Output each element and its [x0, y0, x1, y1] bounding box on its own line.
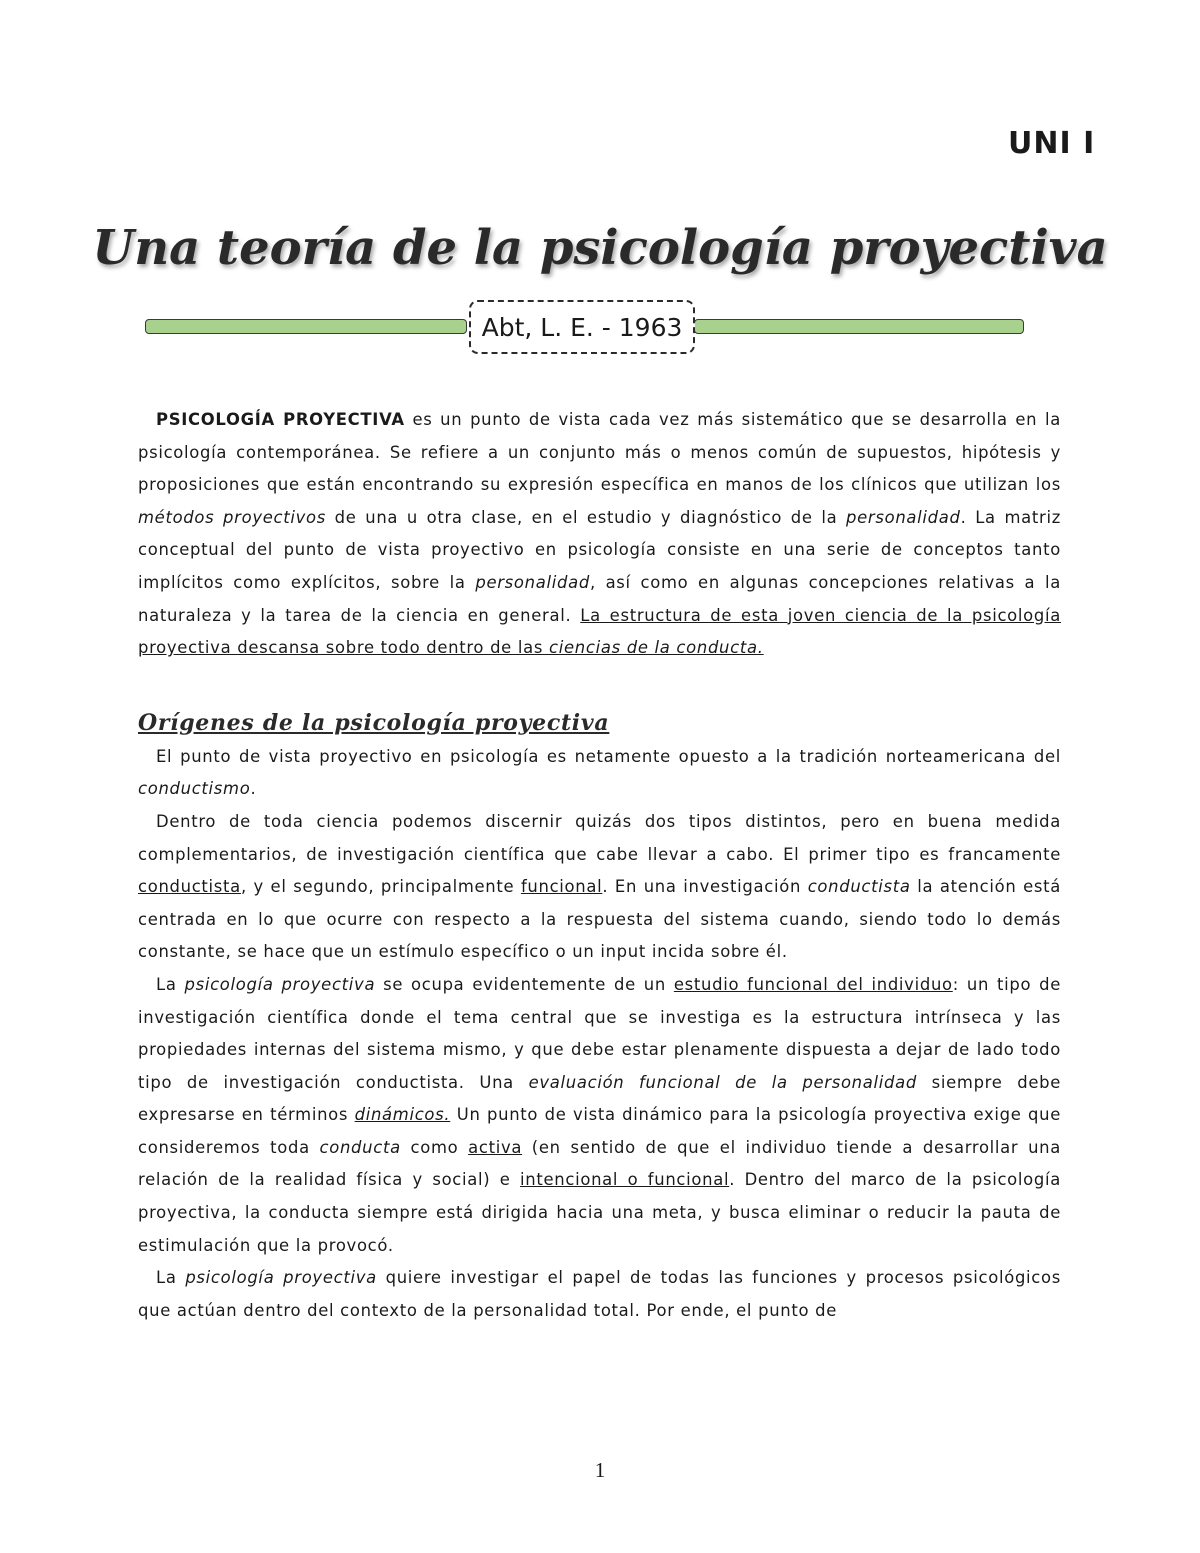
underlined-text: conductista: [138, 877, 241, 897]
emphasis: psicología proyectiva: [185, 1268, 377, 1288]
underlined-emphasis: dinámicos.: [354, 1105, 451, 1125]
emphasis: evaluación funcional de la personalidad: [528, 1072, 917, 1092]
emphasis: personalidad: [475, 572, 590, 592]
title-rule-left: [145, 319, 467, 334]
underlined-text: intencional o funcional: [520, 1170, 730, 1190]
paragraph: La psicología proyectiva quiere investigar el papel de todas las funciones y procesos psicológicos que actúan dentro del contexto de la personalidad total. Por ende, el punto de: [138, 1268, 1061, 1320]
emphasis: conducta: [319, 1137, 401, 1157]
underlined-text: activa: [468, 1137, 523, 1157]
author-text: Abt, L. E. - 1963: [481, 312, 683, 342]
unit-label: UNI I: [1008, 126, 1096, 161]
emphasis: conductista: [807, 877, 911, 897]
section-heading: Orígenes de la psicología proyectiva: [138, 709, 610, 736]
title-rule-right: [694, 319, 1024, 334]
paragraph: Dentro de toda ciencia podemos discernir quizás dos tipos distintos, pero en buena medida complementarios, de investigación científica que cabe llevar a cabo. El primer tipo es francamente conductista, y el segundo, principalmente funcional. En una investigación conductista la atención está centrada en lo que ocurre con respecto a la respuesta del sistema cuando, siendo todo lo demás constante, se hace que un estímulo específico o un input incida sobre él.: [138, 811, 1061, 962]
document-title: Una teoría de la psicología proyectiva: [92, 220, 1108, 276]
emphasis: personalidad: [846, 507, 961, 527]
underlined-emphasis: ciencias de la conducta.: [549, 638, 764, 658]
emphasis: conductismo: [138, 779, 251, 799]
underlined-text: La estructura de esta joven ciencia de la psicología proyectiva descansa sobre todo dentro de las: [138, 605, 1061, 658]
emphasis: psicología proyectiva: [184, 974, 376, 994]
page-number: 1: [594, 1458, 606, 1482]
paragraph: El punto de vista proyectivo en psicología es netamente opuesto a la tradición norteamericana del conductismo.: [138, 746, 1061, 799]
emphasis: métodos proyectivos: [138, 507, 326, 527]
paragraph-intro: PSICOLOGÍA PROYECTIVA es un punto de vista cada vez más sistemático que se desarrolla en la psicología contemporánea. Se refiere a un conjunto más o menos común de supuestos, hipótesis y proposiciones que están encontrando su expresión específica en manos de los clínicos que utilizan los métodos proyectivos de una u otra clase, en el estudio y diagnóstico de la personalidad. La matriz conceptual del punto de vista proyectivo en psicología consiste en una serie de conceptos tanto implícitos como explícitos, sobre la personalidad, así como en algunas concepciones relativas a la naturaleza y la tarea de la ciencia en general. La estructura de esta joven ciencia de la psicología proyectiva descansa sobre todo dentro de las ciencias de la conducta.: [138, 410, 1062, 658]
document-body: [138, 404, 1061, 1327]
term-psicologia-proyectiva: PSICOLOGÍA PROYECTIVA: [156, 410, 405, 429]
underlined-text: estudio funcional del individuo: [673, 974, 953, 994]
paragraph: La psicología proyectiva se ocupa evidentemente de un estudio funcional del individuo: un tipo de investigación científica donde el tema central que se investiga es la estructura intrínseca y las propiedades internas del sistema mismo, y que debe estar plenamente dispuesta a dejar de lado todo tipo de investigación conductista. Una evaluación funcional de la personalidad siempre debe expresarse en términos dinámicos. Un punto de vista dinámico para la psicología proyectiva exige que consideremos toda conducta como activa (en sentido de que el individuo tiende a desarrollar una relación de la realidad física y social) e intencional o funcional. Dentro del marco de la psicología proyectiva, la conducta siempre está dirigida hacia una meta, y busca eliminar o reducir la pauta de estimulación que la provocó.: [138, 974, 1061, 1255]
underlined-text: funcional: [520, 877, 603, 897]
author-citation: [469, 300, 695, 354]
